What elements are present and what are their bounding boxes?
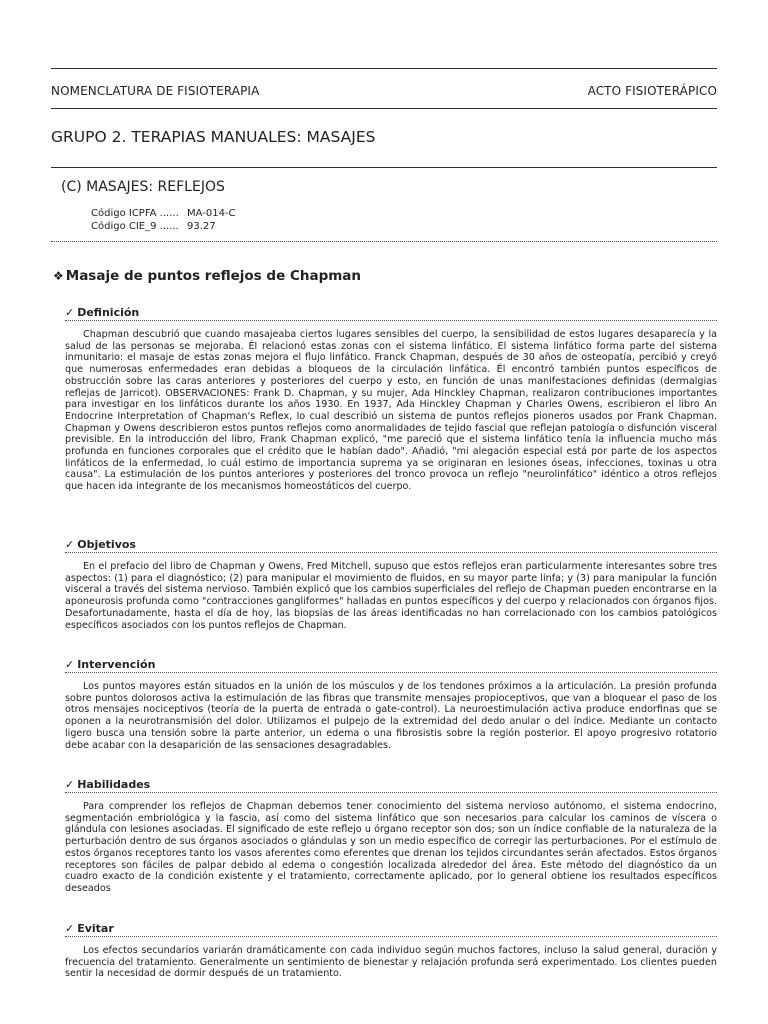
header-right-title: ACTO FISIOTERÁPICO	[587, 84, 717, 98]
section-body-definicion: Chapman descubrió que cuando masajeaba ciertos lugares sensibles del cuerpo, la sensibilidad de estos lugares desaparecía y la salud de las personas se mejoraba. Él relacionó estas zonas con el sistema linfático. El sistema linfático forma parte del sistema inmunitario: el masaje de estas zonas mejora el flujo linfático. Franck Chapman, después de 30 años de osteopatía, percibió y creyó que numerosas enfermedades eran debidas a bloqueos de la circulación linfática. Él encontró también puntos específicos de obstrucción sobre las caras anteriores y posteriores del cuerpo y esto, en función de unas manifestaciones definidas (dermalgias reflejas de Jarricot). OBSERVACIONES: Frank D. Chapman, y su mujer, Ada Hinckley Chapman, realizaron contribuciones importantes para investigar en los linfáticos durante los años 1930. En 1937, Ada Hinckley Chapman y Charles Owens, escribieron el libro An Endocrine Interpretation of Chapman's Reflex, lo cual describió un sistema de puntos reflejos pioneros usados por Frank Chapman. Chapman y Owens describieron estos puntos reflejos como anormalidades de tejido fascial que reflejan patología o disfunción visceral previsible. En la introducción del libro, Frank Chapman explicó, "me pareció que el sistema linfático tenía la influencia mucho más profunda en funciones corporales que el crédito que le habían dado". Añadió, "mi alegación especial está por parte de los aspectos linfáticos de la enfermedad, lo cuál estimo de importancia suprema ya se originaran en lesiones óseas, infecciones, toxinas u otra causa". La estimulación de los puntos anteriores y posteriores del tronco provoca un reflejo "neurolinfático" idéntico a otros reflejos que hacen ida integrante de los mecanismos homeostáticos del cuerpo.	[65, 329, 717, 493]
section-heading-evitar	[65, 922, 114, 935]
checkmark-icon: ✓	[65, 306, 75, 319]
group-rule	[51, 167, 717, 168]
codes-block	[91, 208, 236, 233]
code-row-cie9	[91, 221, 236, 234]
section-body-intervencion: Los puntos mayores están situados en la unión de los músculos y de los tendones próximos a la articulación. La presión profunda sobre puntos dolorosos activa la estimulación de las fibras que transmite mensajes propioceptivos, que van a bloquear el paso de los otros mensajes nociceptivos (teoría de la puerta de entrada o gate-control). La neuroestimulación activa produce endorfinas que se oponen a la neurotransmisión del dolor. Utilizamos el pulpejo de la extremidad del dedo anular o del índice. Mediante un contacto ligero busca una tensión sobre la parte anterior, un edema o una fibrosistis sobre la región posterior. El apoyo progresivo rotatorio debe acabar con la desaparición de las sensaciones desagradables.	[65, 681, 717, 751]
codes-rule	[51, 241, 717, 242]
section-heading-text: Habilidades	[77, 778, 151, 791]
document-title	[53, 268, 361, 284]
section-rule	[65, 552, 717, 553]
section-heading-text: Evitar	[77, 922, 114, 935]
code-value: MA-014-C	[187, 208, 236, 219]
header-left-title: NOMENCLATURA DE FISIOTERAPIA	[51, 84, 260, 98]
group-heading: GRUPO 2. TERAPIAS MANUALES: MASAJES	[51, 128, 376, 146]
section-rule	[65, 320, 717, 321]
section-heading-intervencion	[65, 658, 155, 671]
section-heading-objetivos	[65, 538, 136, 551]
code-label: Código ICPFA ......	[91, 208, 179, 219]
section-heading-text: Objetivos	[77, 538, 136, 551]
section-rule	[65, 936, 717, 937]
diamond-bullet-icon: ❖	[53, 269, 64, 283]
section-body-evitar: Los efectos secundarios variarán dramáticamente con cada individuo según muchos factores, incluso la salud general, duración y frecuencia del tratamiento. Generalmente un sentimiento de bienestar y relajación profunda será experimentado. Los clientes pueden sentir la necesidad de dormir después de un tratamiento.	[65, 945, 717, 980]
checkmark-icon: ✓	[65, 778, 75, 791]
section-rule	[65, 792, 717, 793]
section-rule	[65, 672, 717, 673]
checkmark-icon: ✓	[65, 538, 75, 551]
code-label: Código CIE_9 ......	[91, 220, 179, 232]
subgroup-heading: (C) MASAJES: REFLEJOS	[61, 179, 225, 195]
header-bottom-rule	[51, 108, 717, 109]
section-heading-habilidades	[65, 778, 150, 791]
header-top-rule	[51, 68, 717, 69]
code-value: 93.27	[187, 220, 216, 232]
checkmark-icon: ✓	[65, 922, 75, 935]
document-title-text: Masaje de puntos reflejos de Chapman	[65, 268, 362, 284]
code-row-icpfa	[91, 208, 236, 221]
section-heading-text: Intervención	[77, 658, 156, 671]
checkmark-icon: ✓	[65, 658, 75, 671]
section-body-habilidades: Para comprender los reflejos de Chapman debemos tener conocimiento del sistema nervioso autónomo, el sistema endocrino, segmentación embriológica y la fascia, así como del sistema linfático que son necesarios para calcular los caminos de víscera o glándula con lesiones asociadas. El significado de este reflejo u órgano receptor son dos; son un índice confiable de la naturaleza de la perturbación dentro de sus órganos asociados o glándulas y son un medio específico de corregir las perturbaciones. Por el estímulo de estos órganos receptores tanto los vasos aferentes como eferentes que drenan los tejidos circundantes serán afectados. Estos órganos receptores son fáciles de palpar debido al edema o congestión localizada alrededor del área. Este método del diagnóstico da un cuadro exacto de la condición existente y el tratamiento, correctamente aplicado, por lo general obtiene los resultados específicos deseados	[65, 801, 717, 894]
section-heading-definicion	[65, 306, 139, 319]
section-body-objetivos: En el prefacio del libro de Chapman y Owens, Fred Mitchell, supuso que estos reflejos eran particularmente interesantes sobre tres aspectos: (1) para el diagnóstico; (2) para manipular el movimiento de fluidos, en su mayor parte linfa; y (3) para manipular la función visceral a través del sistema nervioso. También explicó que los cambios superficiales del reflejo de Chapman pueden encontrarse en la aponeurosis profunda como "contracciones gangliformes" halladas en puntos específicos y del cuerpo y relacionados con órganos fijos. Desafortunadamente, hasta el día de hoy, las biopsias de las áreas identificadas no han correlacionado con los cambios patológicos específicos asociados con los puntos reflejos de Chapman.	[65, 561, 717, 631]
section-heading-text: Definición	[77, 306, 140, 319]
